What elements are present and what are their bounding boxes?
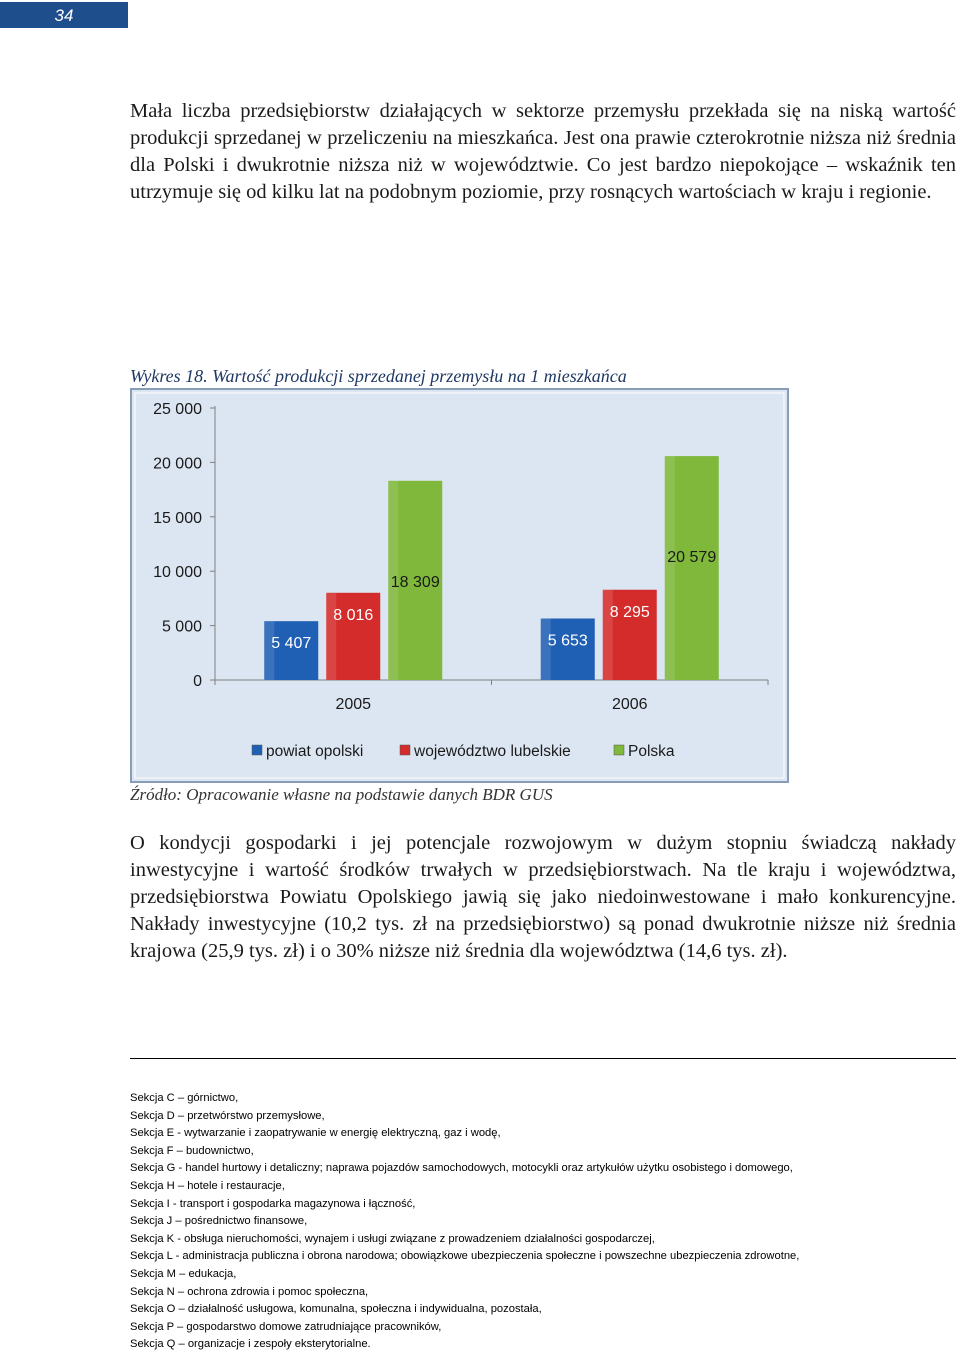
data-label: 5 407 bbox=[271, 635, 312, 653]
footnote-item: Sekcja N – ochrona zdrowia i pomoc społeczna, bbox=[130, 1285, 369, 1298]
footnote-separator bbox=[130, 1058, 956, 1059]
legend-swatch bbox=[614, 745, 624, 755]
data-label: 5 653 bbox=[547, 632, 588, 650]
footnote-item: Sekcja Q – organizacje i zespoły eksterytorialne. bbox=[130, 1338, 371, 1351]
footnote-item: Sekcja E - wytwarzanie i zaopatrywanie w energię elektryczną, gaz i wodę, bbox=[130, 1127, 501, 1140]
page-number: 34 bbox=[0, 2, 128, 28]
footnote-item: Sekcja D – przetwórstwo przemysłowe, bbox=[130, 1109, 325, 1122]
footnote-item: Sekcja I - transport i gospodarka magazynowa i łączność, bbox=[130, 1197, 416, 1210]
x-category-label: 2005 bbox=[335, 696, 372, 713]
y-tick-label: 10 000 bbox=[153, 564, 202, 582]
footnote-item: Sekcja G - handel hurtowy i detaliczny; naprawa pojazdów samochodowych, motocykli oraz artykułów użytku osobistego i domowego, bbox=[130, 1162, 793, 1175]
y-tick-label: 15 000 bbox=[153, 509, 202, 527]
footnote-item: Sekcja C – górnictwo, bbox=[130, 1092, 239, 1104]
data-label: 18 309 bbox=[390, 573, 440, 591]
footnote-item: Sekcja L - administracja publiczna i obrona narodowa; obowiązkowe ubezpieczenia społeczne i powszechne ubezpieczenia zdrowotne, bbox=[130, 1250, 800, 1263]
legend-swatch bbox=[400, 745, 410, 755]
y-tick-label: 25 000 bbox=[153, 401, 202, 418]
footnote-item: Sekcja F – budownictwo, bbox=[130, 1144, 254, 1157]
footnote-item: Sekcja J – pośrednictwo finansowe, bbox=[130, 1215, 308, 1228]
legend-label: województwo lubelskie bbox=[414, 743, 571, 760]
legend-swatch bbox=[252, 745, 262, 755]
legend-label: powiat opolski bbox=[266, 743, 364, 760]
footnote-item: Sekcja H – hotele i restauracje, bbox=[130, 1179, 285, 1192]
chart-caption: Wykres 18. Wartość produkcji sprzedanej przemysłu na 1 mieszkańca bbox=[130, 366, 627, 386]
data-label: 8 016 bbox=[333, 606, 374, 624]
footnote-item: Sekcja O – działalność usługowa, komunalna, społeczna i indywidualna, pozostała, bbox=[130, 1303, 542, 1316]
chart-source: Źródło: Opracowanie własne na podstawie danych BDR GUS bbox=[130, 785, 553, 804]
y-tick-label: 20 000 bbox=[153, 455, 202, 473]
y-tick-label: 5 000 bbox=[161, 618, 202, 636]
footnote-item: Sekcja P – gospodarstwo domowe zatrudniające pracowników, bbox=[130, 1320, 442, 1333]
footnote-item: Sekcja M – edukacja, bbox=[130, 1267, 237, 1280]
bar-chart bbox=[130, 388, 790, 784]
intro-paragraph: Mała liczba przedsiębiorstw działających w sektorze przemysłu przekłada się na niską wartość produkcji sprzedanej w przeliczeniu na mieszkańca. Jest ona prawie czterokrotnie niższa niż średnia dla Polski i dwukrotnie niższa niż w województwie. Co jest bardzo niepokojące – wskaźnik ten utrzymuje się od kilku lat na podobnym poziomie, przy rosnących wartościach w kraju i regionie. bbox=[130, 100, 956, 203]
investment-paragraph: O kondycji gospodarki i jej potencjale rozwojowym w dużym stopniu świadczą nakłady inwestycyjne i wartość środków trwałych w przedsiębiorstwach. Na tle kraju i województwa, przedsiębiorstwa Powiatu Opolskiego jawią się jako niedoinwestowane i mało konkurencyjne. Nakłady inwestycyjne (10,2 tys. zł na przedsiębiorstwo) są ponad dwukrotnie niższe niż średnia krajowa (25,9 tys. zł) i o 30% niższe niż średnia dla województwa (14,6 tys. zł). bbox=[130, 832, 956, 962]
legend-label: Polska bbox=[628, 743, 675, 760]
footnote-item: Sekcja K - obsługa nieruchomości, wynajem i usługi związane z prowadzeniem działalności gospodarczej, bbox=[130, 1232, 655, 1245]
data-label: 20 579 bbox=[667, 549, 717, 567]
y-tick-label: 0 bbox=[193, 673, 202, 690]
x-category-label: 2006 bbox=[611, 696, 648, 713]
footnote-list bbox=[130, 1090, 799, 1354]
data-label: 8 295 bbox=[609, 603, 650, 621]
